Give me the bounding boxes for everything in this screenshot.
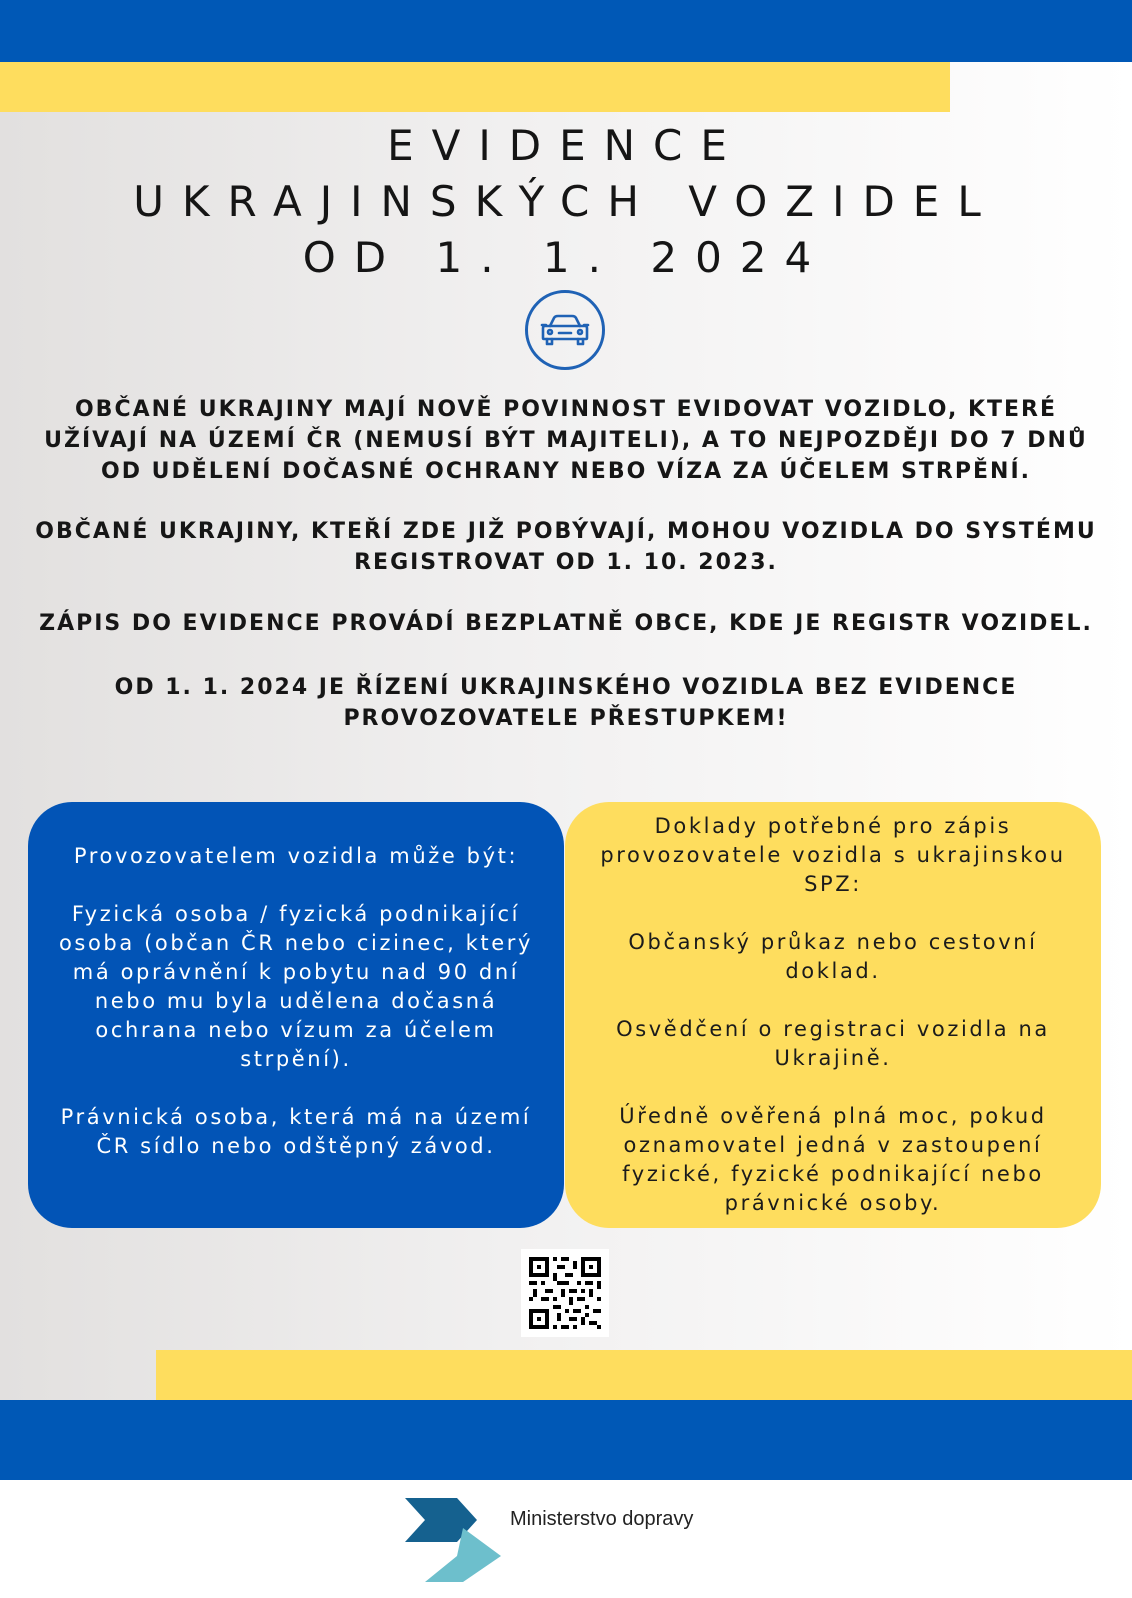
operator-natural-person: Fyzická osoba / fyzická podnikající osoba (občan ČR nebo cizinec, který má oprávnění k pobytu nad 90 dní nebo mu byla udělena dočasná ochrana nebo vízum za účelem strpění). xyxy=(58,902,534,1071)
ministry-logo-icon xyxy=(405,1498,515,1582)
top-yellow-stripe xyxy=(0,62,950,112)
notice-registration-duty: OBČANÉ UKRAJINY MAJÍ NOVĚ POVINNOST EVIDOVAT VOZIDLO, KTERÉ UŽÍVAJÍ NA ÚZEMÍ ČR (NEMUSÍ BÝT MAJITELI), A TO NEJPOZDĚJI DO 7 DNŮ OD UDĚLENÍ DOČASNÉ OCHRANY NEBO VÍZA ZA ÚČELEM STRPĚNÍ. xyxy=(44,397,1088,484)
document-id-card: Občanský průkaz nebo cestovní doklad. xyxy=(628,930,1038,983)
poster-title xyxy=(0,118,1132,286)
notice-registration-start: OBČANÉ UKRAJINY, KTEŘÍ ZDE JIŽ POBÝVAJÍ, MOHOU VOZIDLA DO SYSTÉMU REGISTROVAT OD 1. 10. 2023. xyxy=(35,519,1097,575)
document-vehicle-registration: Osvědčení o registraci vozidla na Ukrajině. xyxy=(616,1017,1050,1070)
title-line-2: UKRAJINSKÝCH VOZIDEL xyxy=(133,177,999,226)
document-power-of-attorney: Úředně ověřená plná moc, pokud oznamovatel jedná v zastoupení fyzické, fyzické podnikající nebo právnické osoby. xyxy=(619,1104,1047,1215)
operator-legal-person: Právnická osoba, která má na území ČR sídlo nebo odštěpný závod. xyxy=(60,1105,532,1158)
notice-free-registration: ZÁPIS DO EVIDENCE PROVÁDÍ BEZPLATNĚ OBCE, KDE JE REGISTR VOZIDEL. xyxy=(39,611,1093,636)
bottom-blue-stripe xyxy=(0,1400,1132,1480)
top-blue-stripe xyxy=(0,0,1132,62)
operator-card-heading: Provozovatelem vozidla může být: xyxy=(73,844,519,868)
qr-code-icon[interactable] xyxy=(521,1249,609,1337)
bottom-yellow-stripe xyxy=(156,1350,1132,1400)
ministry-name: Ministerstvo dopravy xyxy=(510,1508,694,1530)
car-icon xyxy=(525,290,605,370)
documents-card xyxy=(565,802,1101,1228)
notice-offence: OD 1. 1. 2024 JE ŘÍZENÍ UKRAJINSKÉHO VOZIDLA BEZ EVIDENCE PROVOZOVATELE PŘESTUPKEM! xyxy=(114,675,1018,731)
title-line-1: EVIDENCE xyxy=(387,121,745,170)
documents-card-heading: Doklady potřebné pro zápis provozovatele vozidla s ukrajinskou SPZ: xyxy=(600,814,1066,896)
title-line-3: OD 1. 1. 2024 xyxy=(302,233,830,282)
operator-card xyxy=(28,802,564,1228)
